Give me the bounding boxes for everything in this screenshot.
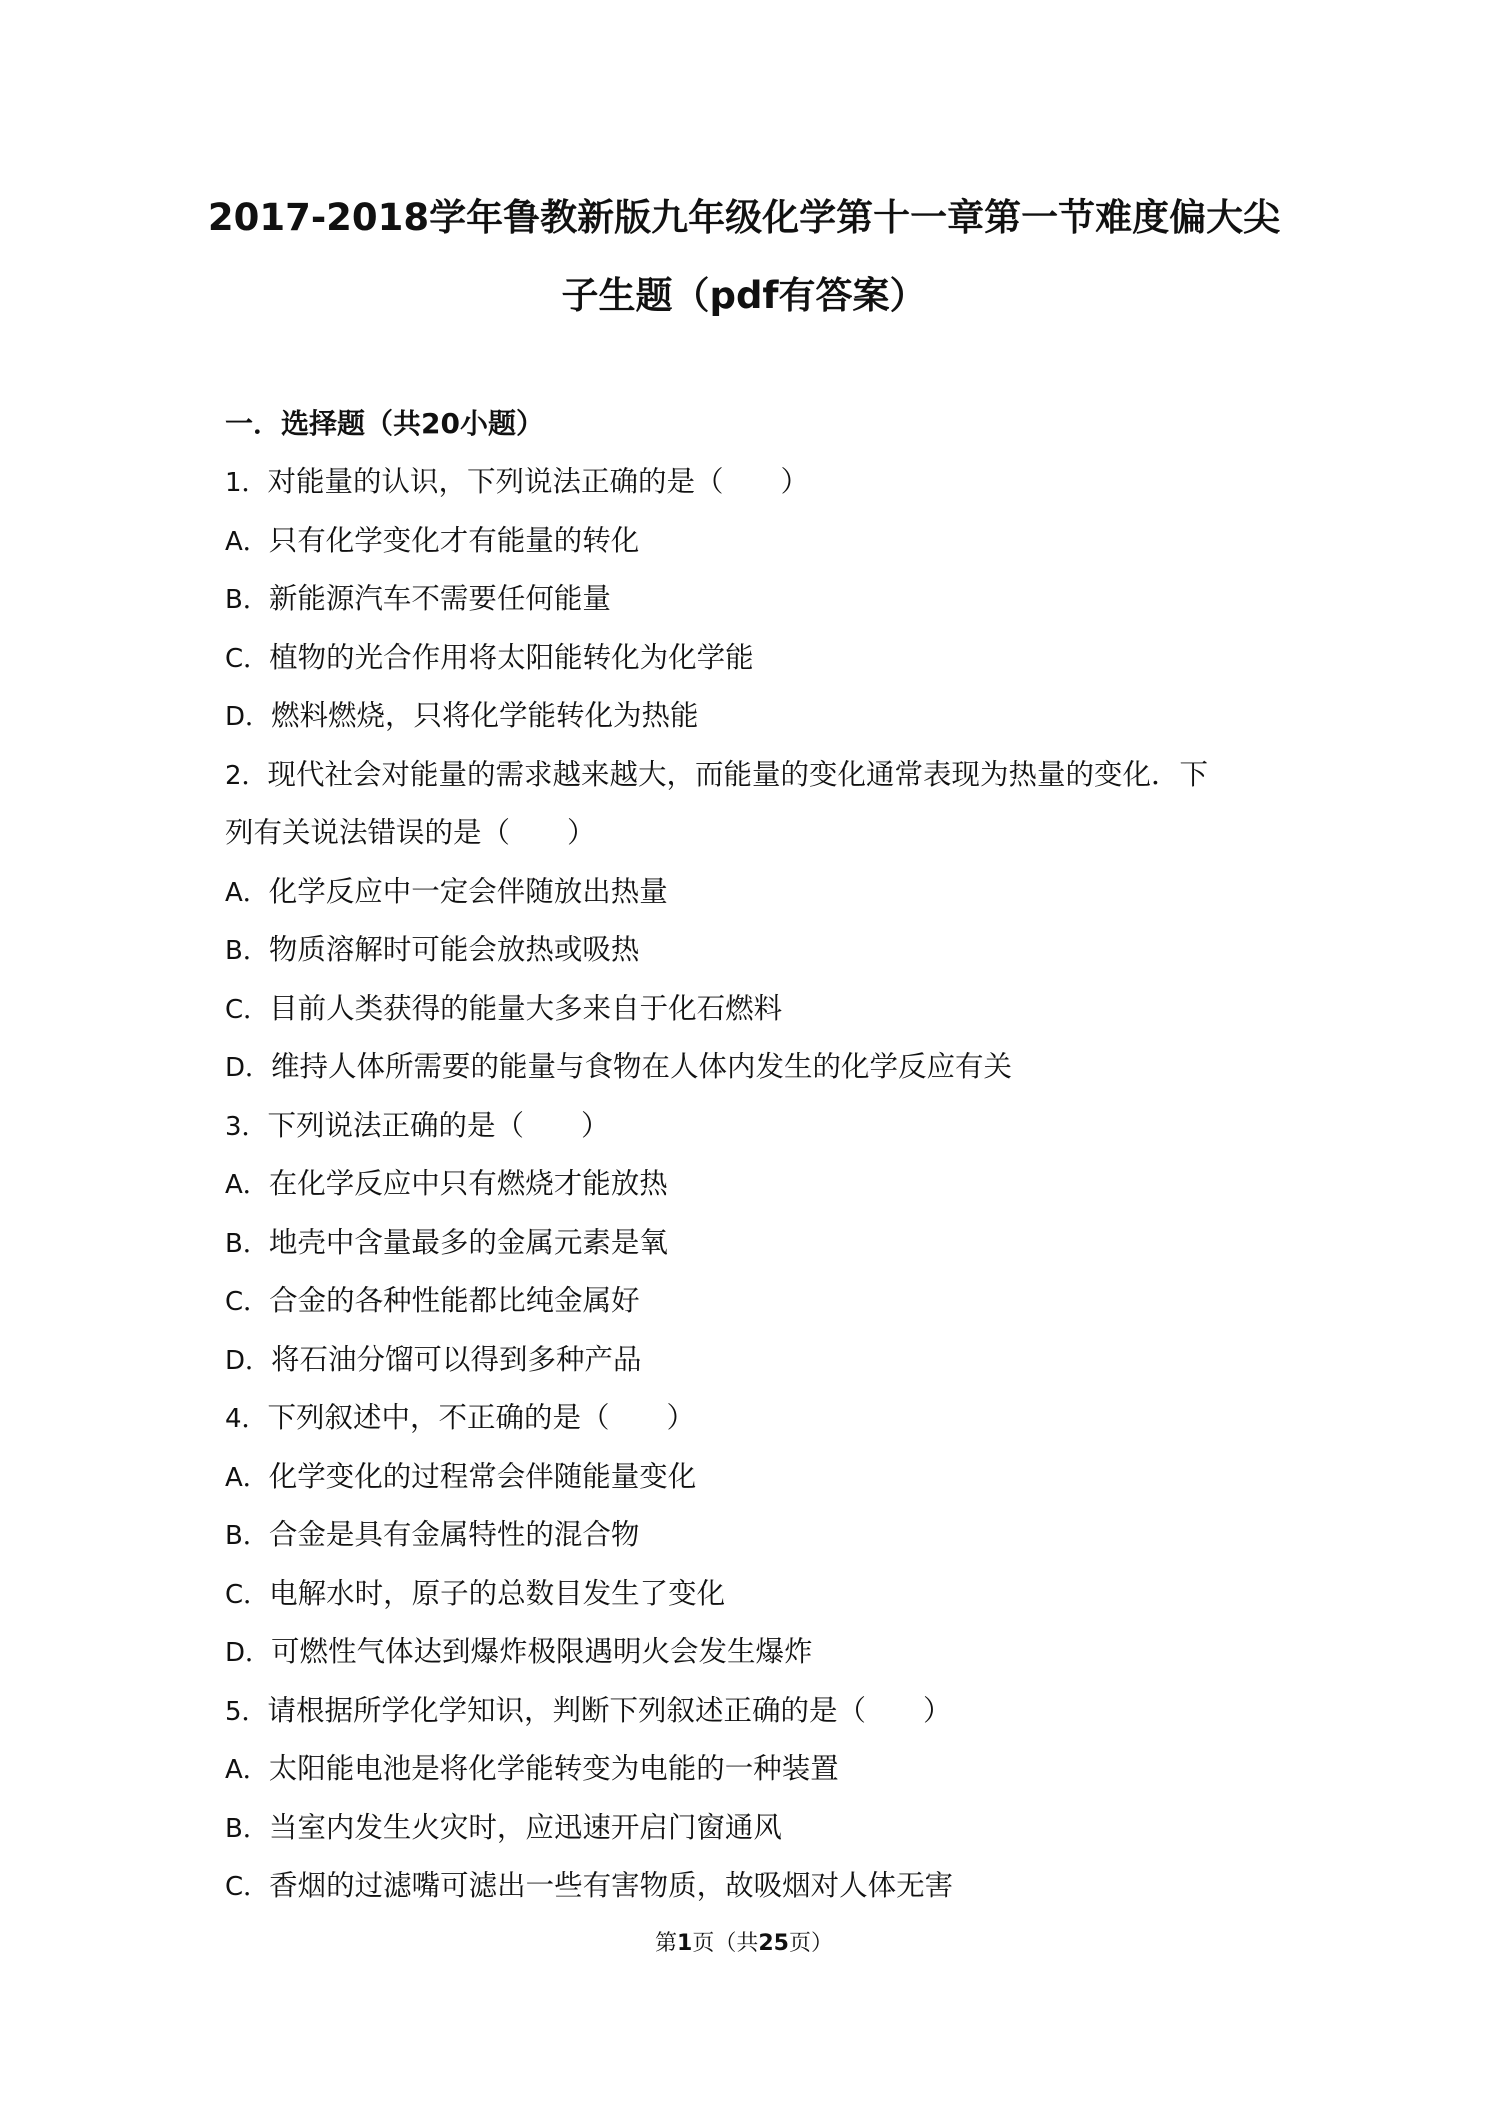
question-stem xyxy=(225,464,809,501)
line-text: 目前人类获得的能量大多来自于化石燃料 xyxy=(269,991,783,1025)
answer-option xyxy=(225,1342,642,1379)
option-letter: C． xyxy=(225,643,270,674)
option-letter: C． xyxy=(225,1287,270,1317)
question-stem xyxy=(225,1400,695,1437)
line-text: 新能源汽车不需要任何能量 xyxy=(268,582,611,615)
question-stem xyxy=(225,1108,610,1145)
line-text: 化学反应中一定会伴随放出热量 xyxy=(268,874,668,908)
option-letter: D． xyxy=(225,1053,272,1083)
option-letter: B． xyxy=(225,1521,269,1551)
line-text: 当室内发生火灾时，应迅速开启门窗通风 xyxy=(268,1810,782,1844)
line-text: 下列叙述中，不正确的是（ ） xyxy=(267,1401,696,1434)
line-text: 只有化学变化才有能量的转化 xyxy=(268,523,640,557)
line-text: 地壳中含量最多的金属元素是氧 xyxy=(268,1225,668,1259)
option-letter: B． xyxy=(225,936,269,966)
question-continuation xyxy=(225,815,596,851)
question-stem xyxy=(225,757,1208,794)
footer-total-pages: 25 xyxy=(758,1931,789,1956)
answer-option xyxy=(225,640,754,677)
line-text: 植物的光合作用将太阳能转化为化学能 xyxy=(269,640,754,674)
answer-option xyxy=(225,991,782,1028)
footer-post: 页） xyxy=(788,1931,833,1956)
option-letter: B． xyxy=(225,585,269,615)
answer-option xyxy=(225,1225,668,1262)
line-text: 物质溶解时可能会放热或吸热 xyxy=(268,933,640,966)
line-text: 维持人体所需要的能量与食物在人体内发生的化学反应有关 xyxy=(271,1050,1013,1083)
line-text: 下列说法正确的是（ ） xyxy=(267,1108,610,1142)
answer-option xyxy=(225,1810,782,1847)
footer-mid: 页（共 xyxy=(692,1931,759,1956)
answer-option xyxy=(225,1517,639,1554)
answer-option xyxy=(225,1459,696,1496)
option-letter: A． xyxy=(225,1462,269,1493)
question-number: 2． xyxy=(225,760,268,791)
option-letter: A． xyxy=(225,1170,269,1200)
answer-option xyxy=(225,1751,839,1788)
answer-option xyxy=(225,1576,725,1613)
answer-option xyxy=(225,523,639,560)
line-text: 电解水时，原子的总数目发生了变化 xyxy=(269,1576,726,1610)
line-text: 请根据所学化学知识，判断下列叙述正确的是（ ） xyxy=(267,1693,952,1727)
line-text: 香烟的过滤嘴可滤出一些有害物质，故吸烟对人体无害 xyxy=(269,1869,954,1902)
answer-option xyxy=(225,1049,1012,1086)
line-text: 在化学反应中只有燃烧才能放热 xyxy=(268,1167,668,1200)
option-letter: B． xyxy=(225,1813,269,1844)
section-heading: 一．选择题（共20小题） xyxy=(225,407,544,440)
line-text: 将石油分馏可以得到多种产品 xyxy=(271,1342,642,1376)
line-text: 合金的各种性能都比纯金属好 xyxy=(269,1284,640,1317)
answer-option xyxy=(225,932,639,969)
answer-option xyxy=(225,1283,640,1320)
option-letter: D． xyxy=(225,702,272,732)
line-text: 燃料燃烧，只将化学能转化为热能 xyxy=(271,699,699,732)
line-text: 太阳能电池是将化学能转变为电能的一种装置 xyxy=(268,1752,839,1785)
page-footer xyxy=(0,1930,1488,1958)
option-letter: D． xyxy=(225,1345,272,1376)
document-title-line-2: 子生题（pdf有答案） xyxy=(561,274,927,317)
line-text: 化学变化的过程常会伴随能量变化 xyxy=(268,1459,697,1493)
question-number: 1． xyxy=(225,468,268,498)
question-number: 5． xyxy=(225,1696,268,1727)
line-text: 现代社会对能量的需求越来越大，而能量的变化通常表现为热量的变化．下 xyxy=(267,757,1209,791)
answer-option xyxy=(225,1634,813,1671)
line-text: 对能量的认识，下列说法正确的是（ ） xyxy=(267,465,810,498)
answer-option xyxy=(225,581,611,618)
option-letter: C． xyxy=(225,1579,270,1610)
answer-option xyxy=(225,1868,953,1905)
document-title-line-1: 2017-2018学年鲁教新版九年级化学第十一章第一节难度偏大尖 xyxy=(207,196,1281,239)
question-number: 3． xyxy=(225,1111,268,1142)
option-letter: A． xyxy=(225,526,269,557)
option-letter: C． xyxy=(225,1872,270,1902)
option-letter: A． xyxy=(225,877,269,908)
option-letter: A． xyxy=(225,1755,269,1785)
footer-page-number: 1 xyxy=(677,1931,693,1956)
question-stem xyxy=(225,1693,952,1730)
line-text: 可燃性气体达到爆炸极限遇明火会发生爆炸 xyxy=(271,1635,813,1668)
answer-option xyxy=(225,698,699,735)
option-letter: B． xyxy=(225,1228,269,1259)
footer-pre: 第 xyxy=(655,1931,678,1956)
answer-option xyxy=(225,1166,668,1203)
option-letter: D． xyxy=(225,1638,272,1668)
line-text: 列有关说法错误的是（ ） xyxy=(225,816,596,849)
question-number: 4． xyxy=(225,1404,268,1434)
answer-option xyxy=(225,874,668,911)
line-text: 合金是具有金属特性的混合物 xyxy=(268,1518,640,1551)
option-letter: C． xyxy=(225,994,270,1025)
